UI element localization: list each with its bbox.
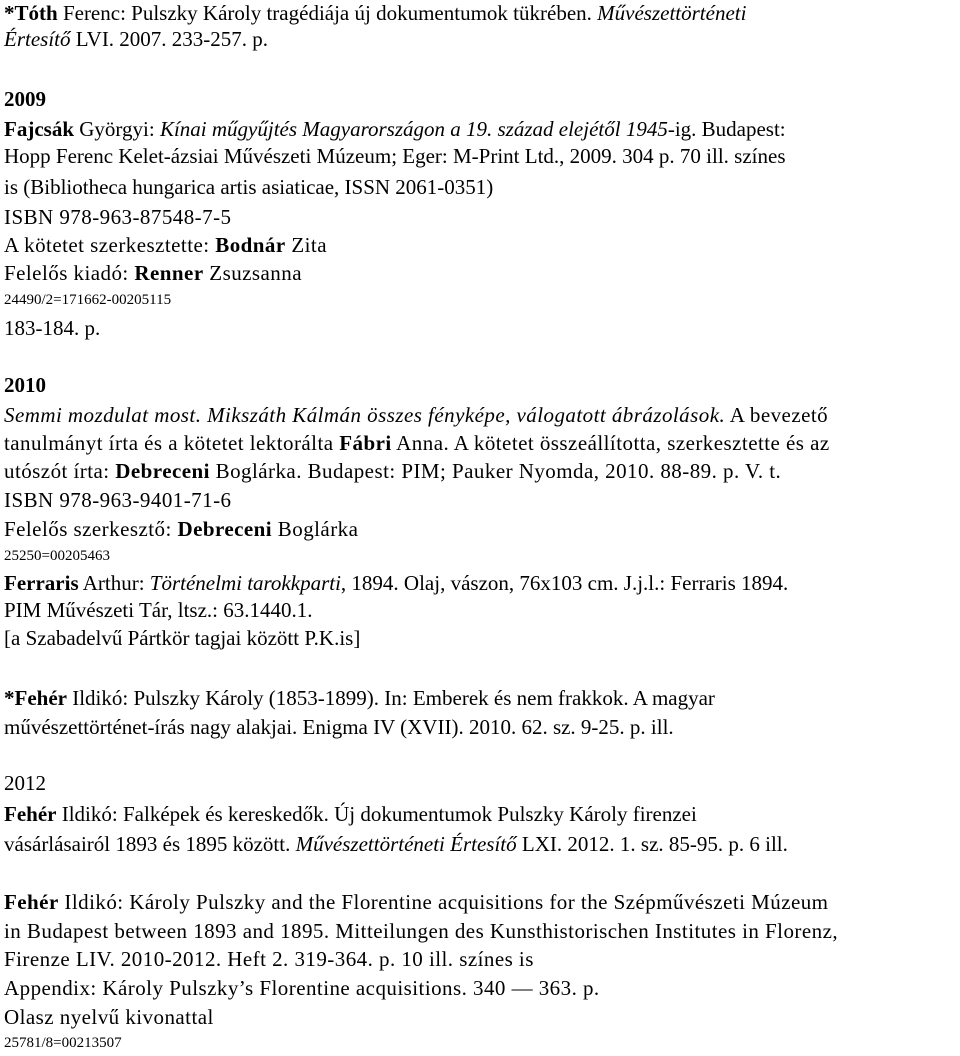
entry-feher-3-line-2: in Budapest between 1893 and 1895. Mitteilungen des Kunsthistorischen Institutes in Florenz,	[4, 919, 839, 943]
entry-text: Felelős kiadó:	[4, 261, 135, 285]
journal-title: Művészettörténeti	[597, 1, 747, 25]
entry-fajcsak-line-3: is (Bibliotheca hungarica artis asiaticae, ISSN 2061-0351)	[4, 175, 494, 199]
entry-mikszath-isbn: ISBN 978-963-9401-71-6	[4, 488, 232, 512]
entry-text: Zsuzsanna	[203, 261, 302, 285]
artwork-title: Történelmi tarokkparti	[149, 571, 341, 595]
entry-text: Ferenc: Pulszky Károly tragédiája új dokumentumok tükrében.	[57, 1, 598, 25]
star-mark: *	[4, 1, 15, 25]
entry-feher-1-line-1	[4, 685, 715, 711]
author-surname: Fehér	[4, 890, 59, 914]
entry-mikszath-line-1	[4, 402, 828, 428]
entry-ferraris-line-1	[4, 570, 788, 596]
entry-text: Ildikó: Pulszky Károly (1853-1899). In: Emberek és nem frakkok. A magyar	[66, 686, 715, 710]
artist-surname: Ferraris	[4, 571, 79, 595]
entry-text: Zita	[285, 233, 327, 257]
journal-title: Értesítő	[4, 27, 71, 51]
star-mark: *	[4, 686, 15, 710]
entry-mikszath-line-3	[4, 458, 781, 484]
author-surname: Debreceni	[115, 459, 210, 483]
entry-text: -ig. Budapest:	[667, 117, 786, 141]
year-heading-2010: 2010	[4, 373, 46, 397]
entry-fajcsak-line-2: Hopp Ferenc Kelet-ázsiai Művészeti Múzeum; Eger: M-Print Ltd., 2009. 304 p. 70 ill. színes	[4, 144, 786, 168]
year-heading-2009: 2009	[4, 87, 46, 111]
entry-text: A bevezető	[725, 403, 829, 427]
entry-text: Ildikó: Károly Pulszky and the Florentine acquisitions for the Szépművészeti Múzeum	[58, 890, 829, 914]
entry-ferraris-line-3: [a Szabadelvű Pártkör tagjai között P.K.is]	[4, 626, 361, 650]
entry-fajcsak-shelfmark: 24490/2=171662-00205115	[4, 292, 172, 308]
entry-feher-3-line-1	[4, 889, 828, 915]
entry-ferraris-line-2: PIM Művészeti Tár, ltsz.: 63.1440.1.	[4, 598, 313, 622]
entry-text: Györgyi:	[74, 117, 160, 141]
entry-toth-line-2	[4, 26, 268, 52]
entry-fajcsak-editor	[4, 232, 327, 258]
entry-feher-1-line-2: művészettörténet-írás nagy alakjai. Enigma IV (XVII). 2010. 62. sz. 9-25. p. ill.	[4, 715, 674, 739]
author-surname: Fehér	[4, 802, 57, 826]
entry-text: Felelős szerkesztő:	[4, 517, 178, 541]
author-surname: Tóth	[14, 1, 58, 25]
journal-title: Művészettörténeti Értesítő	[295, 832, 517, 856]
entry-text: A kötetet szerkesztette:	[4, 233, 216, 257]
book-title: Semmi mozdulat most. Mikszáth Kálmán összes fényképe, válogatott ábrázolások.	[4, 403, 726, 427]
entry-text: vásárlásairól 1893 és 1895 között.	[4, 832, 296, 856]
entry-text: Anna. A kötetet összeállította, szerkesztette és az	[391, 431, 830, 455]
editor-surname: Debreceni	[177, 517, 273, 541]
entry-text: LXI. 2012. 1. sz. 85-95. p. 6 ill.	[516, 832, 788, 856]
entry-text: Boglárka	[272, 517, 359, 541]
entry-fajcsak-publisher	[4, 260, 302, 286]
entry-fajcsak-line-1	[4, 116, 786, 142]
entry-mikszath-line-2	[4, 430, 830, 456]
entry-mikszath-editor	[4, 516, 358, 542]
entry-feher-3-line-5: Olasz nyelvű kivonattal	[4, 1005, 214, 1029]
entry-text: , 1894. Olaj, vászon, 76x103 cm. J.j.l.: Ferraris 1894.	[340, 571, 789, 595]
entry-mikszath-shelfmark: 25250=00205463	[4, 548, 110, 564]
publisher-surname: Renner	[134, 261, 204, 285]
author-surname: Fábri	[339, 431, 392, 455]
entry-text: utószót írta:	[4, 459, 116, 483]
entry-fajcsak-isbn: ISBN 978-963-87548-7-5	[4, 205, 232, 229]
book-title: Kínai műgyűjtés Magyarországon a 19. század elejétől 1945	[159, 117, 668, 141]
entry-text: Boglárka. Budapest: PIM; Pauker Nyomda, 2010. 88-89. p. V. t.	[209, 459, 782, 483]
author-surname: Fehér	[14, 686, 67, 710]
entry-feher-3-shelfmark: 25781/8=00213507	[4, 1035, 122, 1051]
entry-toth-line-1	[4, 0, 746, 26]
year-heading-2012: 2012	[4, 771, 46, 795]
entry-feher-2-line-2	[4, 831, 788, 857]
entry-text: Ildikó: Falképek és kereskedők. Új dokumentumok Pulszky Károly firenzei	[56, 802, 697, 826]
entry-text: tanulmányt írta és a kötetet lektorálta	[4, 431, 340, 455]
editor-surname: Bodnár	[215, 233, 286, 257]
entry-feher-3-line-3: Firenze LIV. 2010-2012. Heft 2. 319-364. p. 10 ill. színes is	[4, 947, 534, 971]
entry-feher-3-line-4: Appendix: Károly Pulszky’s Florentine acquisitions. 340 — 363. p.	[4, 976, 600, 1000]
author-surname: Fajcsák	[4, 117, 74, 141]
entry-text: LVI. 2007. 233-257. p.	[70, 27, 269, 51]
entry-fajcsak-pages: 183-184. p.	[4, 316, 101, 340]
entry-text: Arthur:	[78, 571, 150, 595]
entry-feher-2-line-1	[4, 801, 697, 827]
